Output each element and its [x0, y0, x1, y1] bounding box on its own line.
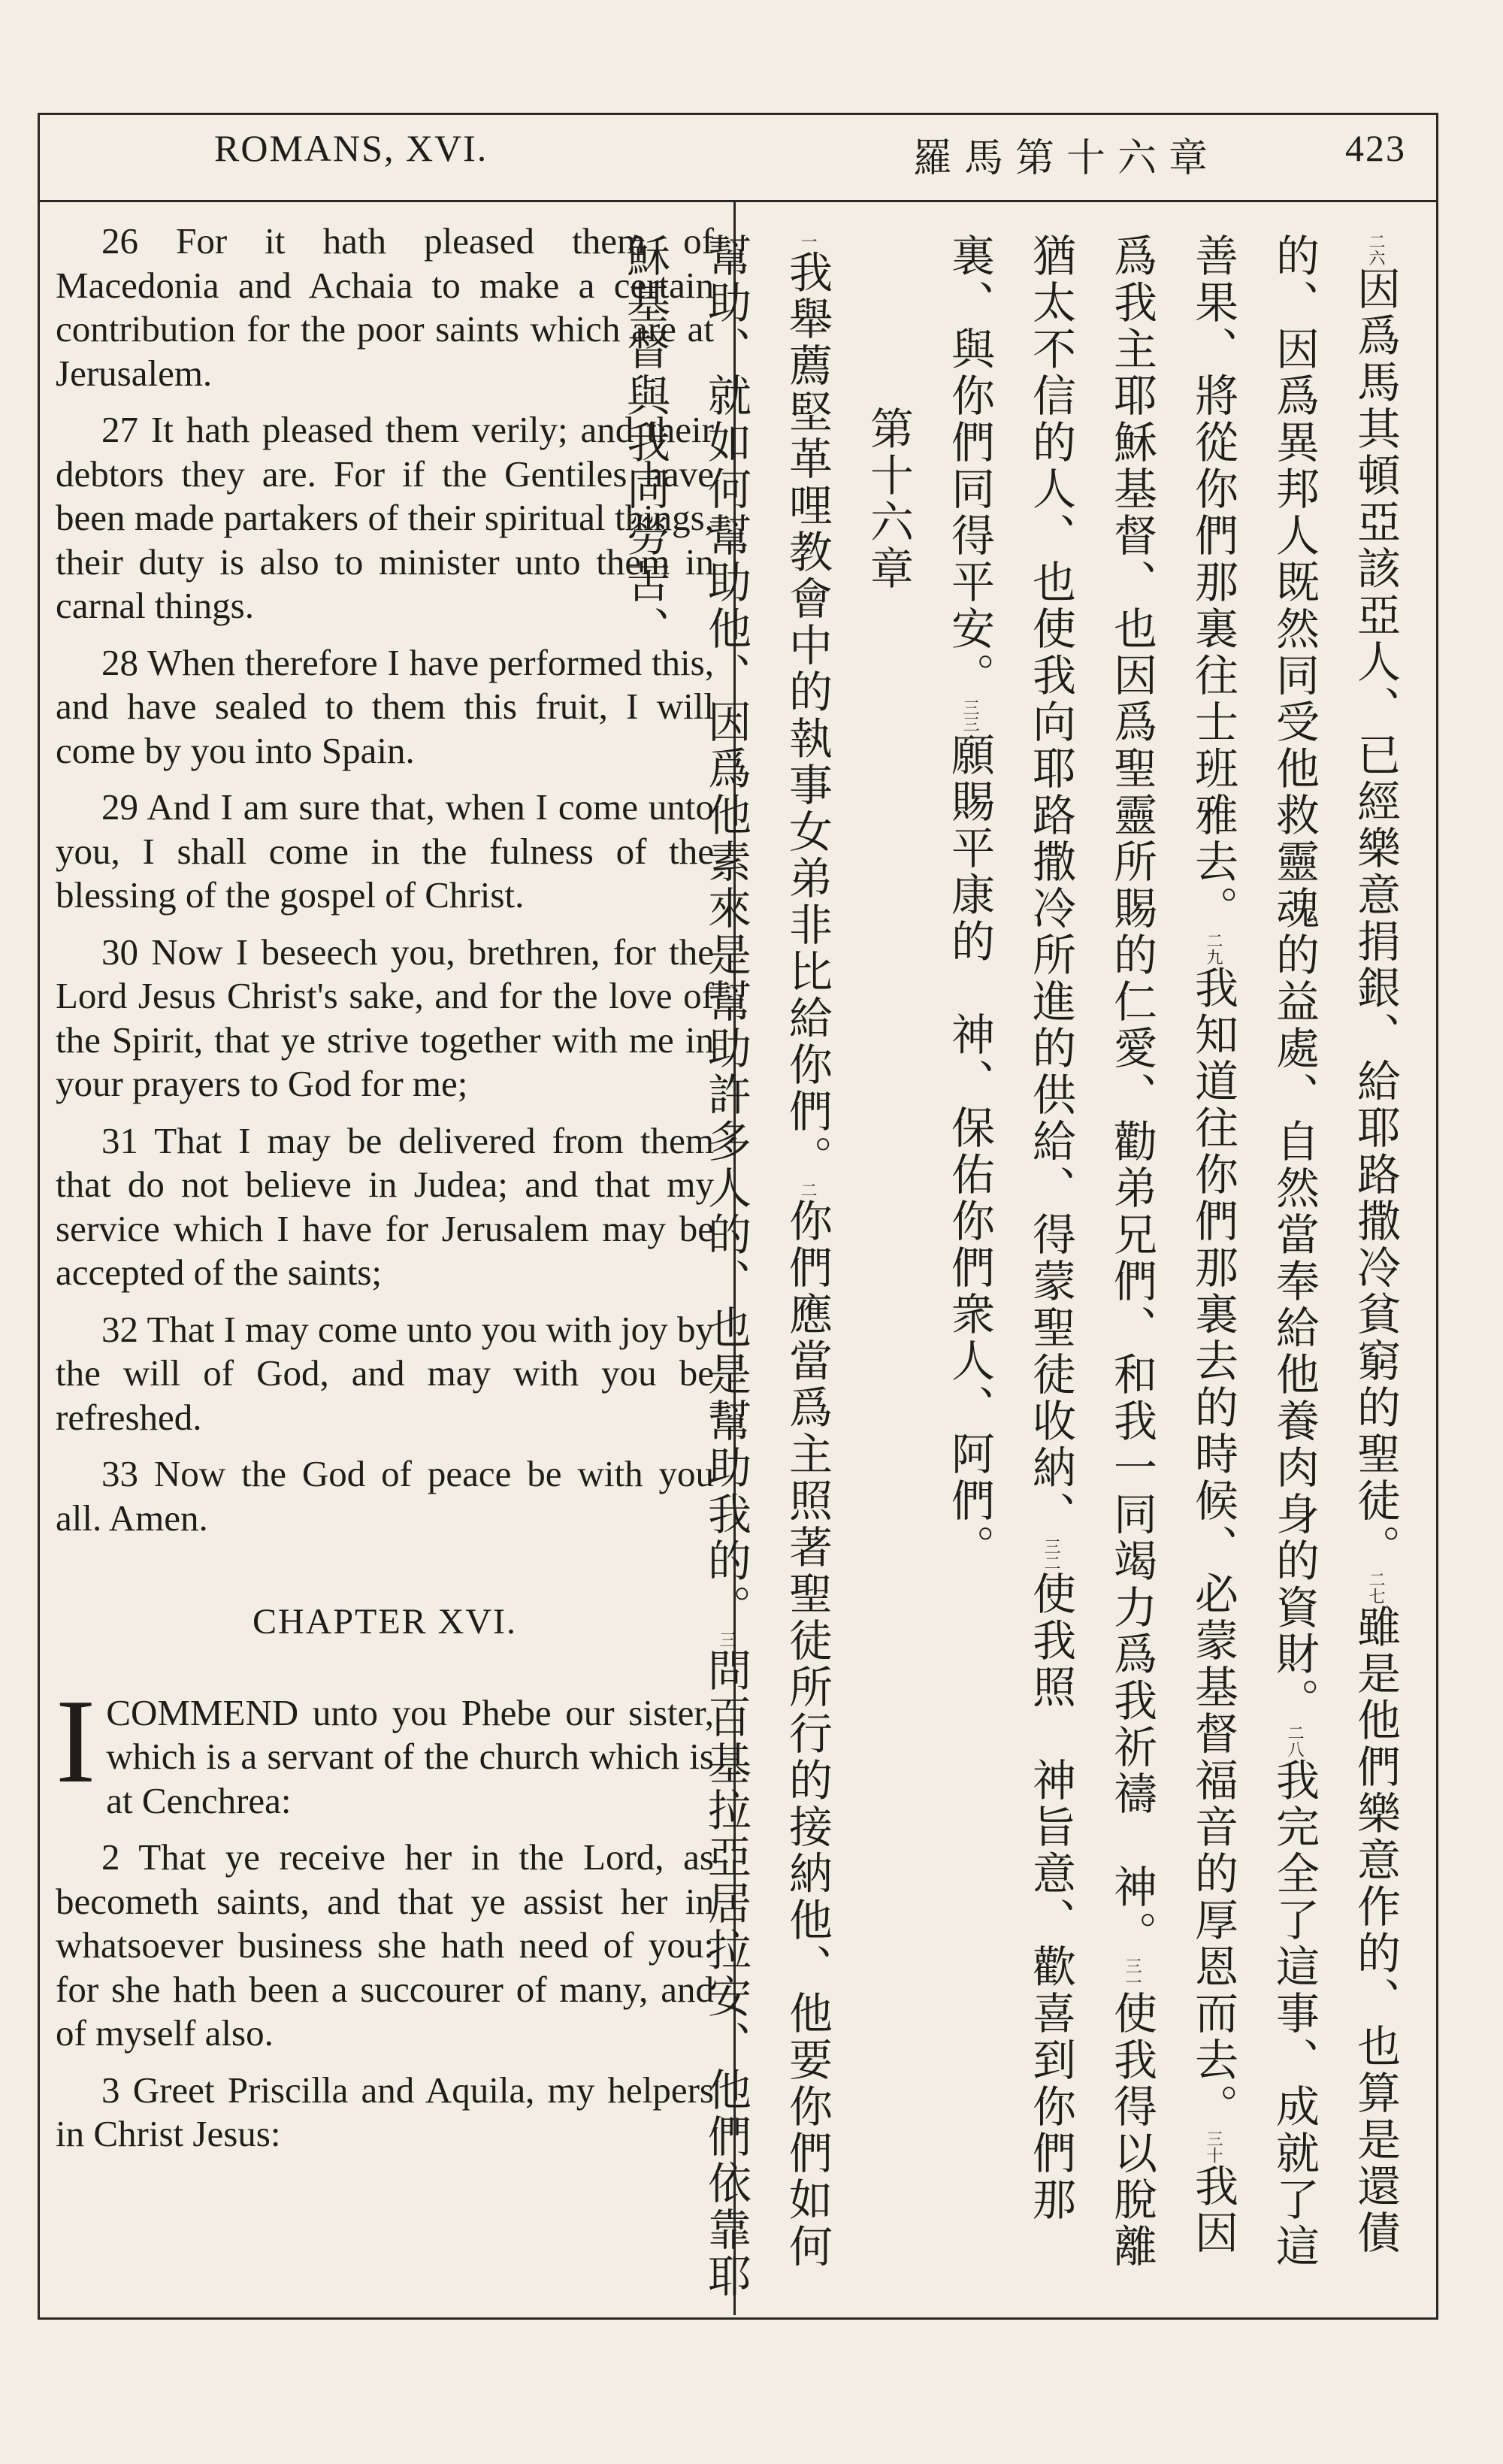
chinese-chapter-verse-2: 你們應當爲主照著聖徒所行的接納他、他要你們如何幫助、就如何幫助他、因爲他素來是幫助許多人的、也是幫助我的。: [700, 233, 833, 2270]
verse-number: 二六: [1366, 233, 1385, 266]
verse-number: 二七: [1366, 1571, 1385, 1604]
running-head-chinese: 羅馬第十六章: [913, 136, 1220, 181]
verse-number: 二九: [1204, 932, 1223, 965]
header-rule: [38, 200, 1436, 202]
verse-number: 三一: [1123, 1957, 1142, 1990]
verse-29: 29 And I am sure that, when I come unto you, I shall come in the fulness of the blessing of the gospel of Christ.: [56, 786, 714, 916]
chinese-chapter-verse-3: 問百基拉亞居拉安、他們依靠耶穌基督與我同勞苦、: [619, 233, 752, 2300]
chinese-verse-32: 使我照 神旨意、歡喜到你們那裏、與你們同得平安。: [944, 233, 1076, 2223]
chapter-verse-1: ICOMMEND unto you Phebe our sister, which is a servant of the church which is at Cenchrea:: [56, 1673, 714, 1821]
chapter-verse-2: 2 That ye receive her in the Lord, as becometh saints, and that ye assist her in whatsoever business she hath need of you: for she hath been a succourer of many, and of myself also.: [56, 1836, 714, 2054]
verse-28: 28 When therefore I have performed this, and have sealed to them this fruit, I will come by you into Spain.: [56, 641, 714, 771]
verse-33: 33 Now the God of peace be with you all. Amen.: [56, 1453, 714, 1539]
verse-number: 三十: [1204, 2130, 1223, 2163]
chinese-chapter-verse-1: 我舉薦堅革哩教會中的執事女弟非比給你們。: [782, 250, 833, 1182]
verse-number: 三二: [1042, 1538, 1060, 1571]
verse-31: 31 That I may be delivered from them that do not believe in Judea; and that my service which I have for Jerusalem may be accepted of the saints;: [56, 1119, 714, 1293]
chapter-heading-english: CHAPTER XVI.: [252, 1602, 517, 1642]
chinese-passage-2: [604, 233, 848, 2302]
chinese-passage-1: [929, 233, 1416, 2302]
chapter-heading-chinese: 第十六章: [863, 406, 914, 592]
chinese-verse-26: 因爲馬其頓亞該亞人、已經樂意捐銀、給耶路撒冷貧窮的聖徒。: [1350, 266, 1401, 1571]
verse-number: 三: [717, 1631, 736, 1648]
verse-32: 32 That I may come unto you with joy by the will of God, and may with you be refreshed.: [56, 1308, 714, 1438]
verse-27: 27 It hath pleased them verily; and their debtors they are. For if the Gentiles have been made partakers of their spiritual things, their duty is also to minister unto them in carnal things.: [56, 409, 714, 626]
verse-number: 一: [798, 233, 817, 250]
page-number: 423: [1345, 127, 1406, 169]
chinese-verse-33: 願賜平康的 神、保佑你們衆人、阿們。: [944, 732, 995, 1571]
chinese-verse-29: 我知道往你們那裏去的時候、必蒙基督福音的厚恩而去。: [1187, 965, 1238, 2130]
chinese-verse-30: 我因爲我主耶穌基督、也因爲聖靈所賜的仁愛、勸弟兄們、和我一同竭力爲我祈禱 神。: [1106, 233, 1238, 2257]
verse-30: 30 Now I beseech you, brethren, for the Lord Jesus Christ's sake, and for the love of the Spirit, that ye strive together with me in your prayers to God for me;: [56, 931, 714, 1104]
chinese-verse-31: 使我得以脫離猶太不信的人、也使我向耶路撒冷所進的供給、得蒙聖徒收納、: [1025, 233, 1157, 2270]
verse-26: 26 For it hath pleased them of Macedonia and Achaia to make a certain contribution for the poor saints which are at Jerusalem.: [56, 220, 714, 394]
chinese-column: [619, 233, 1416, 2302]
chinese-verse-28: 我完全了這事、成就了這善果、將從你們那裏往士班雅去。: [1187, 233, 1320, 2270]
chinese-verse-27: 雖是他們樂意作的、也算是還債的、因爲異邦人既然同受他救靈魂的益處、自然當奉給他養肉身的資財。: [1269, 233, 1401, 2257]
chapter-verse-3: 3 Greet Priscilla and Aquila, my helpers in Christ Jesus:: [56, 2069, 714, 2154]
verse-number: 三三: [960, 699, 979, 732]
running-head-english: ROMANS, XVI.: [214, 127, 488, 169]
verse-number: 二: [798, 1182, 817, 1198]
verse-number: 二八: [1285, 1724, 1304, 1757]
